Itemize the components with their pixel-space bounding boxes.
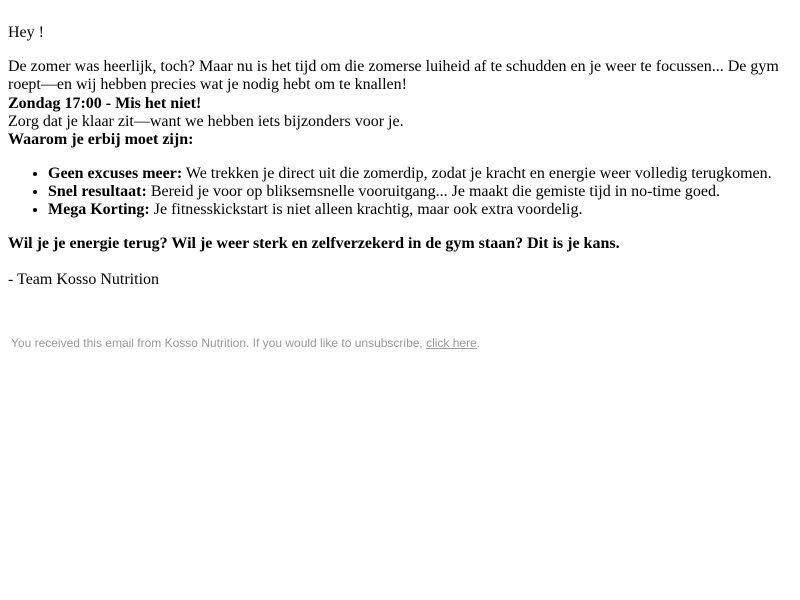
reason-title: Snel resultaat: [48,183,147,200]
prep-text: Zorg dat je klaar zit—want we hebben iets bijzonders voor je. [8,113,404,130]
reason-title: Geen excuses meer: [48,165,183,182]
unsubscribe-link[interactable]: click here [426,336,477,350]
list-item [48,165,792,183]
why-heading: Waarom je erbij moet zijn: [8,131,194,148]
footer-end: . [476,336,481,350]
reason-text: We trekken je direct uit die zomerdip, zodat je kracht en energie weer volledig terugkomen. [182,165,772,182]
signoff: - Team Kosso Nutrition [8,271,160,288]
reason-title: Mega Korting: [48,201,150,218]
list-item [48,183,792,201]
event-tagline: - Mis het niet! [105,95,202,112]
list-item [48,201,792,219]
reason-text: Je fitnesskickstart is niet alleen krachtig, maar ook extra voordelig. [149,201,583,218]
event-line [8,94,792,113]
email-body [8,24,792,289]
unsubscribe-footer [11,335,480,351]
reason-text: Bereid je voor op bliksemsnelle vooruitgang... Je maakt die gemiste tijd in no-time goed. [146,183,721,200]
call-to-action-question: Wil je je energie terug? Wil je weer sterk en zelfverzekerd in de gym staan? Dit is je kans. [8,235,620,252]
intro-text: De zomer was heerlijk, toch? Maar nu is het tijd om die zomerse luiheid af te schudden en je weer te focussen... De gym roept—en wij hebben precies wat je nodig hebt om te knallen! [8,58,779,93]
reasons-list [8,165,792,219]
event-day-time: Zondag 17:00 [8,95,102,112]
footer-text: You received this email from Kosso Nutrition. If you would like to unsubscribe, [11,336,427,350]
intro-block [8,58,792,149]
greeting: Hey ! [8,24,44,41]
